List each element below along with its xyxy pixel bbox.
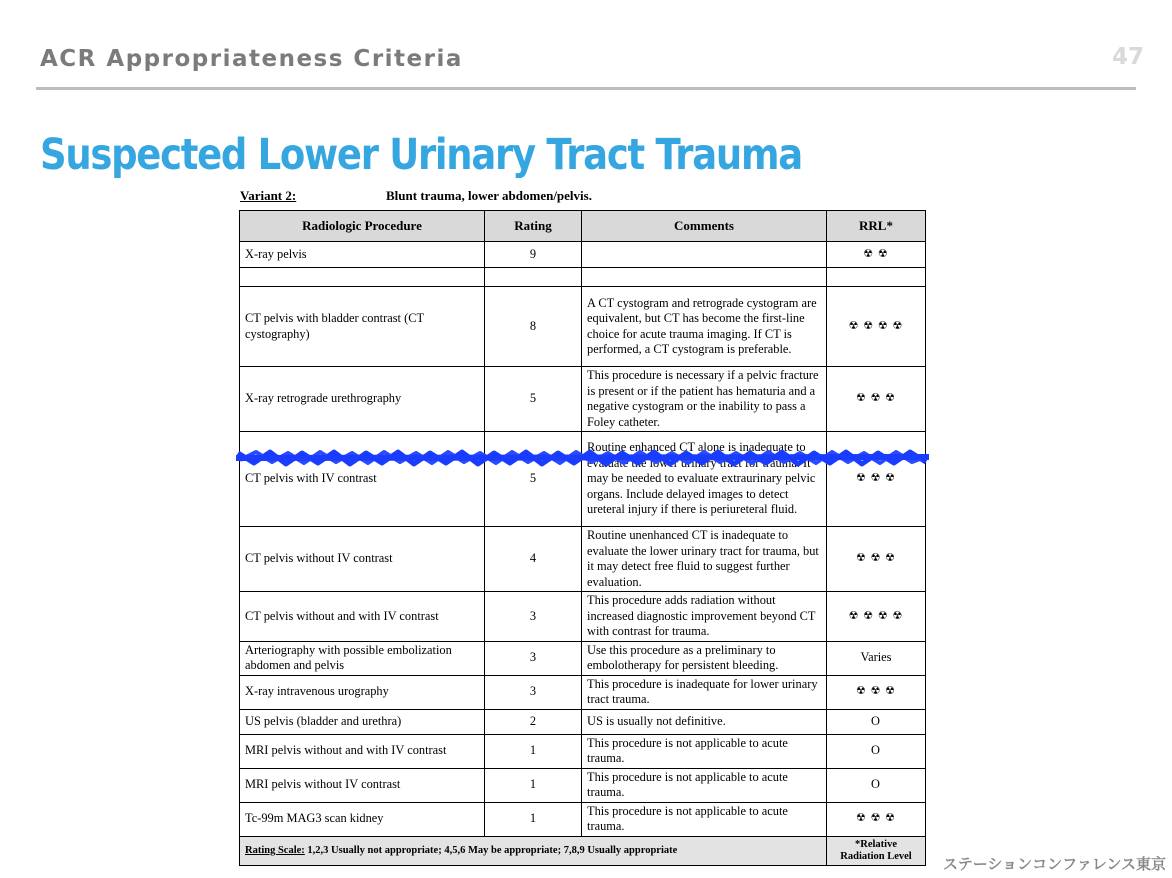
variant-description: Blunt trauma, lower abdomen/pelvis.	[386, 188, 592, 203]
comments-cell: A CT cystogram and retrograde cystogram are equivalent, but CT has become the first-line choice for acute trauma imaging. If CT is performed, a CT cystogram is preferable.	[582, 287, 827, 367]
comments-cell: This procedure is not applicable to acute trauma.	[582, 734, 827, 768]
redacted-row	[240, 268, 926, 287]
table-row	[240, 527, 926, 592]
table-row	[240, 287, 926, 367]
rating-cell: 5	[485, 367, 582, 432]
rrl-cell: ☢ ☢ ☢	[827, 527, 926, 592]
procedure-cell: CT pelvis with IV contrast	[240, 432, 485, 527]
rating-cell: 4	[485, 527, 582, 592]
rrl-legend-line1: *Relative	[855, 838, 897, 850]
rrl-cell: ☢ ☢ ☢ ☢	[827, 287, 926, 367]
acr-document	[234, 183, 932, 875]
procedure-cell: Arteriography with possible embolization abdomen and pelvis	[240, 641, 485, 675]
rrl-cell: ☢ ☢	[827, 242, 926, 268]
comments-cell: This procedure is necessary if a pelvic fracture is present or if the patient has hematuria and a negative cystogram or the inability to pass a Foley catheter.	[582, 367, 827, 432]
table-row	[240, 641, 926, 675]
rating-cell: 3	[485, 641, 582, 675]
column-header-rating: Rating	[485, 211, 582, 242]
comments-cell: Routine enhanced CT alone is inadequate to evaluate the lower urinary tract for trauma. It may be needed to evaluate extraurinary pelvic organs. Include delayed images to detect ureteral injury if there is periureteral fluid.	[582, 432, 827, 527]
column-header-rrl: RRL*	[827, 211, 926, 242]
rrl-cell: ☢ ☢ ☢	[827, 675, 926, 709]
rrl-cell: O	[827, 768, 926, 802]
procedure-cell: US pelvis (bladder and urethra)	[240, 709, 485, 734]
rating-cell: 2	[485, 709, 582, 734]
table-row	[240, 367, 926, 432]
rrl-cell: O	[827, 709, 926, 734]
rrl-cell: ☢ ☢ ☢ ☢	[827, 592, 926, 642]
redaction-scribble	[234, 448, 929, 468]
rating-cell: 3	[485, 592, 582, 642]
procedure-cell: CT pelvis without and with IV contrast	[240, 592, 485, 642]
procedure-cell: X-ray intravenous urography	[240, 675, 485, 709]
comments-cell: This procedure adds radiation without increased diagnostic improvement beyond CT with contrast for trauma.	[582, 592, 827, 642]
comments-cell: US is usually not definitive.	[582, 709, 827, 734]
rating-cell: 8	[485, 287, 582, 367]
column-header-procedure: Radiologic Procedure	[240, 211, 485, 242]
rrl-cell: Varies	[827, 641, 926, 675]
procedure-cell: MRI pelvis without and with IV contrast	[240, 734, 485, 768]
header-divider	[36, 87, 1136, 90]
table-row	[240, 802, 926, 836]
rating-cell: 1	[485, 768, 582, 802]
table-footer-row	[240, 836, 926, 865]
procedure-cell: CT pelvis with bladder contrast (CT cystography)	[240, 287, 485, 367]
variant-label: Variant 2:	[240, 188, 297, 203]
page-number: 47	[1111, 44, 1144, 70]
comments-cell: This procedure is not applicable to acute trauma.	[582, 802, 827, 836]
variant-heading	[240, 188, 592, 204]
rating-scale-label: Rating Scale:	[245, 844, 305, 856]
comments-cell: This procedure is inadequate for lower urinary tract trauma.	[582, 675, 827, 709]
comments-cell: Routine unenhanced CT is inadequate to evaluate the lower urinary tract for trauma, but it may detect free fluid to suggest further evaluation.	[582, 527, 827, 592]
comments-cell: Use this procedure as a preliminary to embolotherapy for persistent bleeding.	[582, 641, 827, 675]
procedure-cell: CT pelvis without IV contrast	[240, 527, 485, 592]
procedure-cell: X-ray pelvis	[240, 242, 485, 268]
column-header-comments: Comments	[582, 211, 827, 242]
table-row	[240, 768, 926, 802]
comments-cell: This procedure is not applicable to acute trauma.	[582, 768, 827, 802]
rrl-cell: ☢ ☢ ☢	[827, 432, 926, 527]
procedure-cell: MRI pelvis without IV contrast	[240, 768, 485, 802]
header-title: ACR Appropriateness Criteria	[40, 46, 463, 72]
rrl-cell: ☢ ☢ ☢	[827, 802, 926, 836]
table-row	[240, 242, 926, 268]
procedures-table	[239, 210, 926, 866]
procedure-cell: X-ray retrograde urethrography	[240, 367, 485, 432]
rrl-legend-line2: Radiation Level	[840, 850, 912, 862]
rrl-legend	[827, 836, 926, 865]
rating-cell: 3	[485, 675, 582, 709]
rating-cell: 5	[485, 432, 582, 527]
slide-title: Suspected Lower Urinary Tract Trauma	[40, 130, 802, 180]
conference-watermark: ステーションコンファレンス東京	[943, 855, 1166, 873]
table-row	[240, 709, 926, 734]
rating-cell: 1	[485, 802, 582, 836]
table-row	[240, 592, 926, 642]
rating-scale-note	[240, 836, 827, 865]
table-row	[240, 734, 926, 768]
table-row	[240, 432, 926, 527]
table-row	[240, 675, 926, 709]
procedure-cell: Tc-99m MAG3 scan kidney	[240, 802, 485, 836]
rrl-cell: O	[827, 734, 926, 768]
rating-cell: 9	[485, 242, 582, 268]
comments-cell	[582, 242, 827, 268]
rrl-cell: ☢ ☢ ☢	[827, 367, 926, 432]
rating-scale-text: 1,2,3 Usually not appropriate; 4,5,6 May be appropriate; 7,8,9 Usually appropriate	[304, 844, 678, 856]
table-header-row	[240, 211, 926, 242]
rating-cell: 1	[485, 734, 582, 768]
